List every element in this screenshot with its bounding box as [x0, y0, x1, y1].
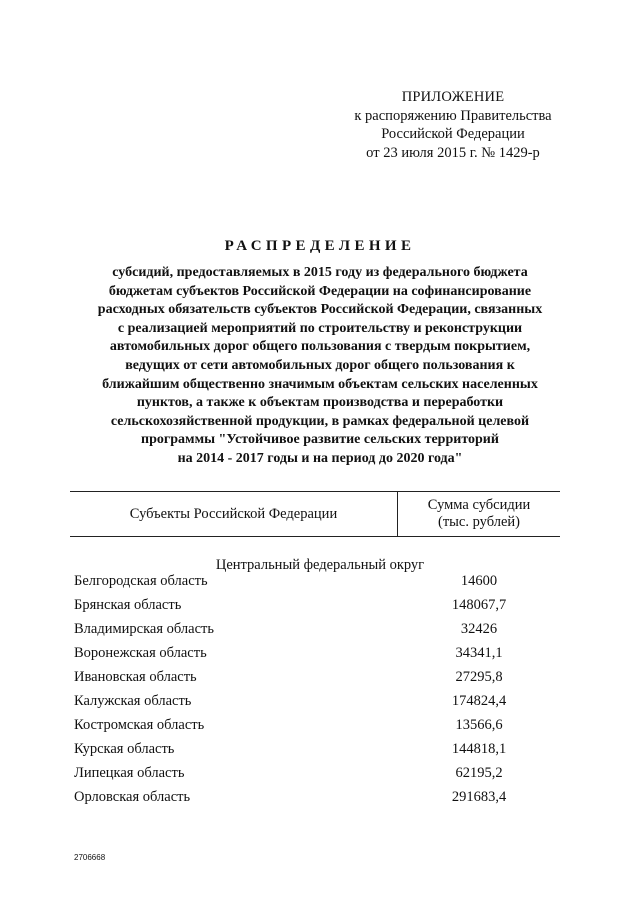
subtitle-line: автомобильных дорог общего пользования с твердым покрытием,: [109, 339, 531, 355]
column-header-amount-line-1: Сумма субсидии: [427, 497, 531, 513]
table-row: [74, 785, 554, 809]
table-row: [74, 569, 554, 593]
subtitle-line: с реализацией мероприятий по строительству и реконструкции: [117, 320, 523, 336]
table-header: [70, 491, 560, 537]
region-name: Ивановская область: [74, 668, 197, 685]
subtitle-line: расходных обязательств субъектов Российской Федерации, связанных: [97, 302, 543, 318]
table-row: [74, 665, 554, 689]
subtitle-line: ближайшим общественно значимым объектам сельских населенных: [102, 376, 538, 392]
subsidy-amount: 32426: [460, 620, 498, 637]
appendix-line-1: к распоряжению Правительства: [354, 107, 552, 124]
table-row: [74, 713, 554, 737]
district-heading: Центральный федеральный округ: [215, 557, 425, 573]
subsidy-amount: 34341,1: [455, 644, 503, 661]
region-name: Воронежская область: [74, 644, 207, 661]
subsidy-amount: 14600: [460, 572, 498, 589]
table-row: [74, 641, 554, 665]
region-name: Калужская область: [74, 692, 192, 709]
region-name: Белгородская область: [74, 572, 208, 589]
subtitle-line: программы "Устойчивое развитие сельских территорий: [141, 432, 499, 448]
document-title: РАСПРЕДЕЛЕНИЕ: [224, 238, 416, 254]
subtitle-line: ведущих от сети автомобильных дорог общего пользования к: [125, 357, 515, 373]
subsidy-amount: 27295,8: [455, 668, 503, 685]
appendix-line-2: Российской Федерации: [381, 126, 525, 143]
subsidy-amount: 148067,7: [451, 596, 507, 613]
column-header-amount: [398, 492, 560, 536]
table-row: [74, 617, 554, 641]
table-row: [74, 761, 554, 785]
region-name: Владимирская область: [74, 620, 214, 637]
subtitle-line: сельскохозяйственной продукции, в рамках федеральной целевой: [110, 413, 530, 429]
subsidy-table: [70, 491, 560, 537]
region-name: Брянская область: [74, 596, 182, 613]
table-row: [74, 737, 554, 761]
table-body: [74, 569, 554, 809]
column-header-subject: Субъекты Российской Федерации: [70, 492, 398, 536]
region-name: Орловская область: [74, 788, 191, 805]
appendix-heading: ПРИЛОЖЕНИЕ: [401, 89, 505, 105]
subsidy-amount: 174824,4: [451, 692, 507, 709]
table-row: [74, 593, 554, 617]
document-code: 2706668: [74, 853, 106, 862]
table-row: [74, 689, 554, 713]
subsidy-amount: 144818,1: [451, 740, 507, 757]
region-name: Костромская область: [74, 716, 205, 733]
column-header-amount-line-2: (тыс. рублей): [438, 514, 520, 530]
subsidy-amount: 13566,6: [455, 716, 503, 733]
subsidy-amount: 291683,4: [451, 788, 507, 805]
document-subtitle: [70, 264, 570, 469]
subtitle-line: бюджетам субъектов Российской Федерации на софинансирование: [108, 283, 532, 299]
appendix-block: [336, 88, 570, 162]
subtitle-line: субсидий, предоставляемых в 2015 году из федерального бюджета: [112, 265, 528, 280]
region-name: Курская область: [74, 740, 175, 757]
subsidy-amount: 62195,2: [455, 764, 503, 781]
subtitle-line: на 2014 - 2017 годы и на период до 2020 года": [177, 450, 463, 466]
appendix-line-3: от 23 июля 2015 г. № 1429-р: [366, 144, 540, 161]
region-name: Липецкая область: [74, 764, 185, 781]
subtitle-line: пунктов, а также к объектам производства и переработки: [136, 395, 504, 411]
